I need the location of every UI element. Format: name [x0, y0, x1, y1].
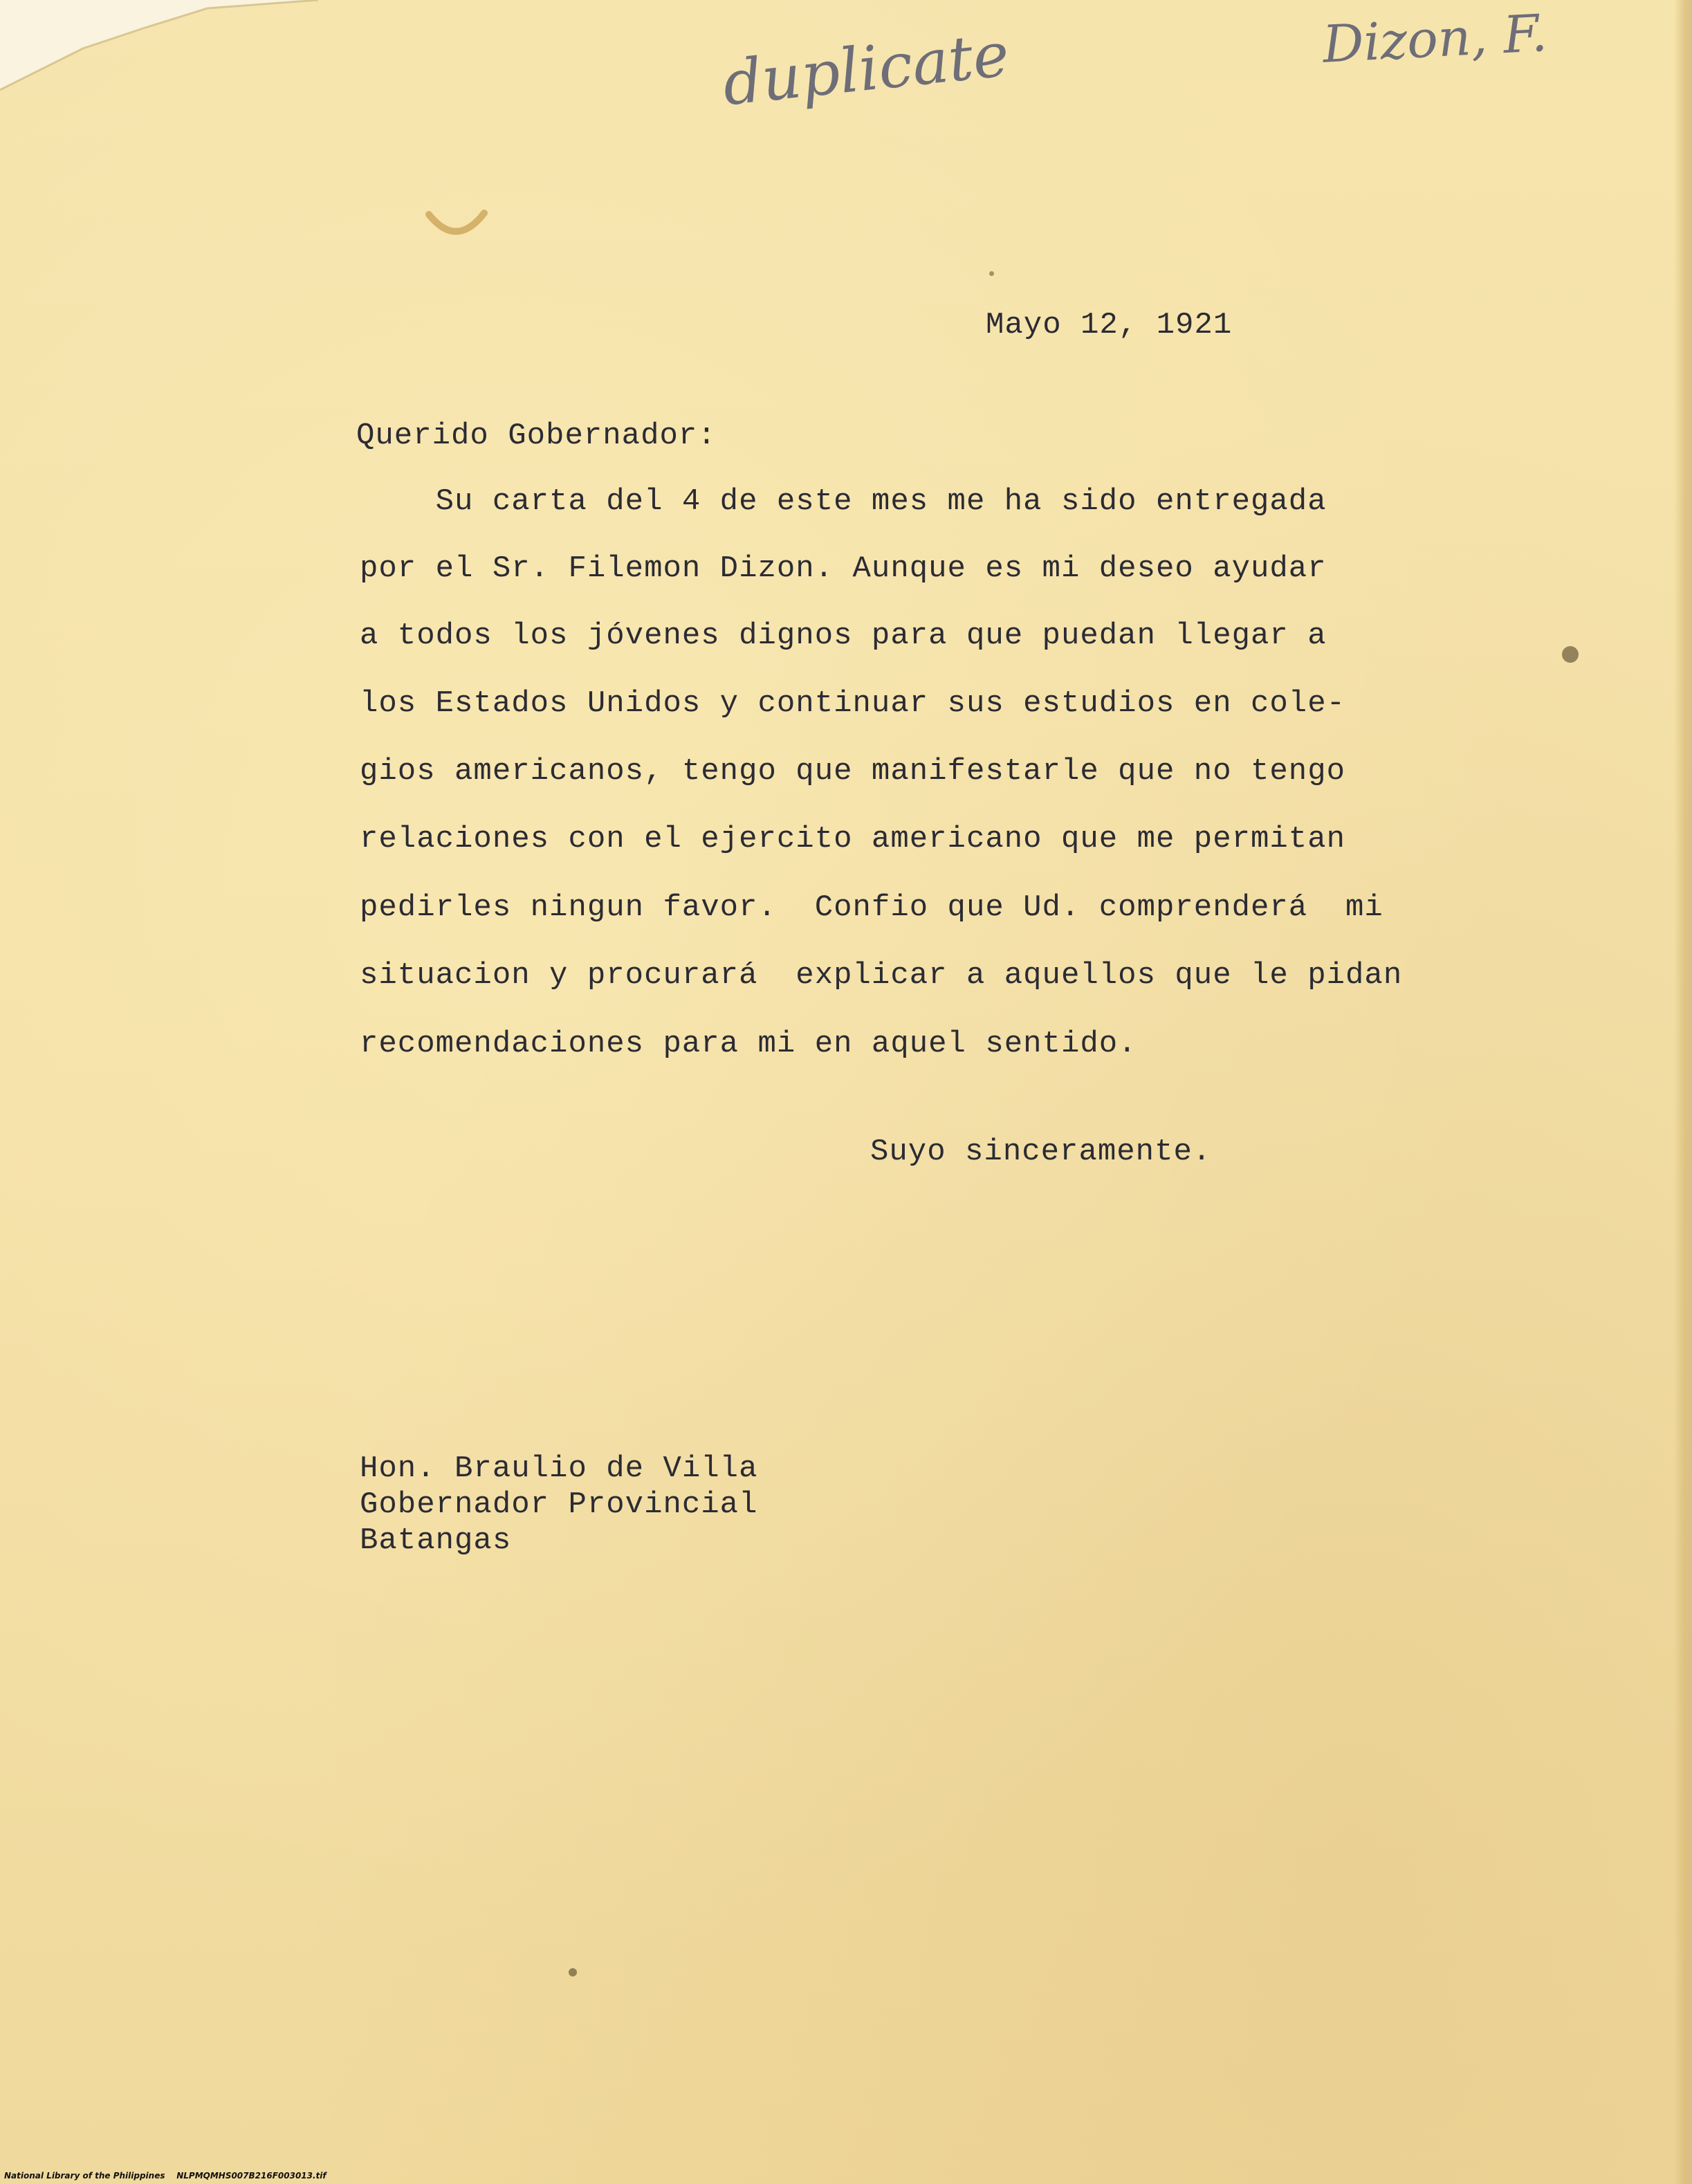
letter-salutation: Querido Gobernador:: [356, 419, 717, 453]
body-line: Su carta del 4 de este mes me ha sido entregada: [360, 484, 1327, 519]
ink-spot: [1562, 646, 1579, 663]
body-line: recomendaciones para mi en aquel sentido.: [360, 1027, 1137, 1061]
torn-corner: [0, 0, 318, 97]
letter-date: Mayo 12, 1921: [986, 308, 1233, 342]
smudge-mark: [425, 208, 488, 242]
body-line: situacion y procurará explicar a aquellos que le pidan: [360, 958, 1403, 993]
recipient-place: Batangas: [360, 1523, 512, 1558]
ink-spot: [569, 1968, 577, 1976]
handwritten-name-note: Dizon, F.: [1321, 3, 1549, 75]
footer-file-id: NLPMQMHS007B216F003013.tif: [176, 2171, 327, 2181]
recipient-name: Hon. Braulio de Villa: [360, 1451, 758, 1486]
body-line: pedirles ningun favor. Confio que Ud. comprenderá mi: [360, 890, 1383, 925]
recipient-title: Gobernador Provincial: [360, 1487, 758, 1522]
letter-closing: Suyo sinceramente.: [870, 1135, 1212, 1169]
ink-spot: [989, 271, 994, 276]
archive-footer: [4, 2171, 327, 2181]
body-line: por el Sr. Filemon Dizon. Aunque es mi deseo ayudar: [360, 551, 1327, 586]
body-line: relaciones con el ejercito americano que me permitan: [360, 822, 1346, 856]
body-line: a todos los jóvenes dignos para que puedan llegar a: [360, 618, 1327, 653]
handwritten-duplicate-note: duplicate: [719, 18, 1013, 120]
body-line: los Estados Unidos y continuar sus estudios en cole-: [360, 686, 1346, 721]
body-line: gios americanos, tengo que manifestarle que no tengo: [360, 754, 1346, 789]
footer-library: National Library of the Philippines: [4, 2171, 165, 2181]
page-edge-shadow: [1674, 0, 1692, 2184]
